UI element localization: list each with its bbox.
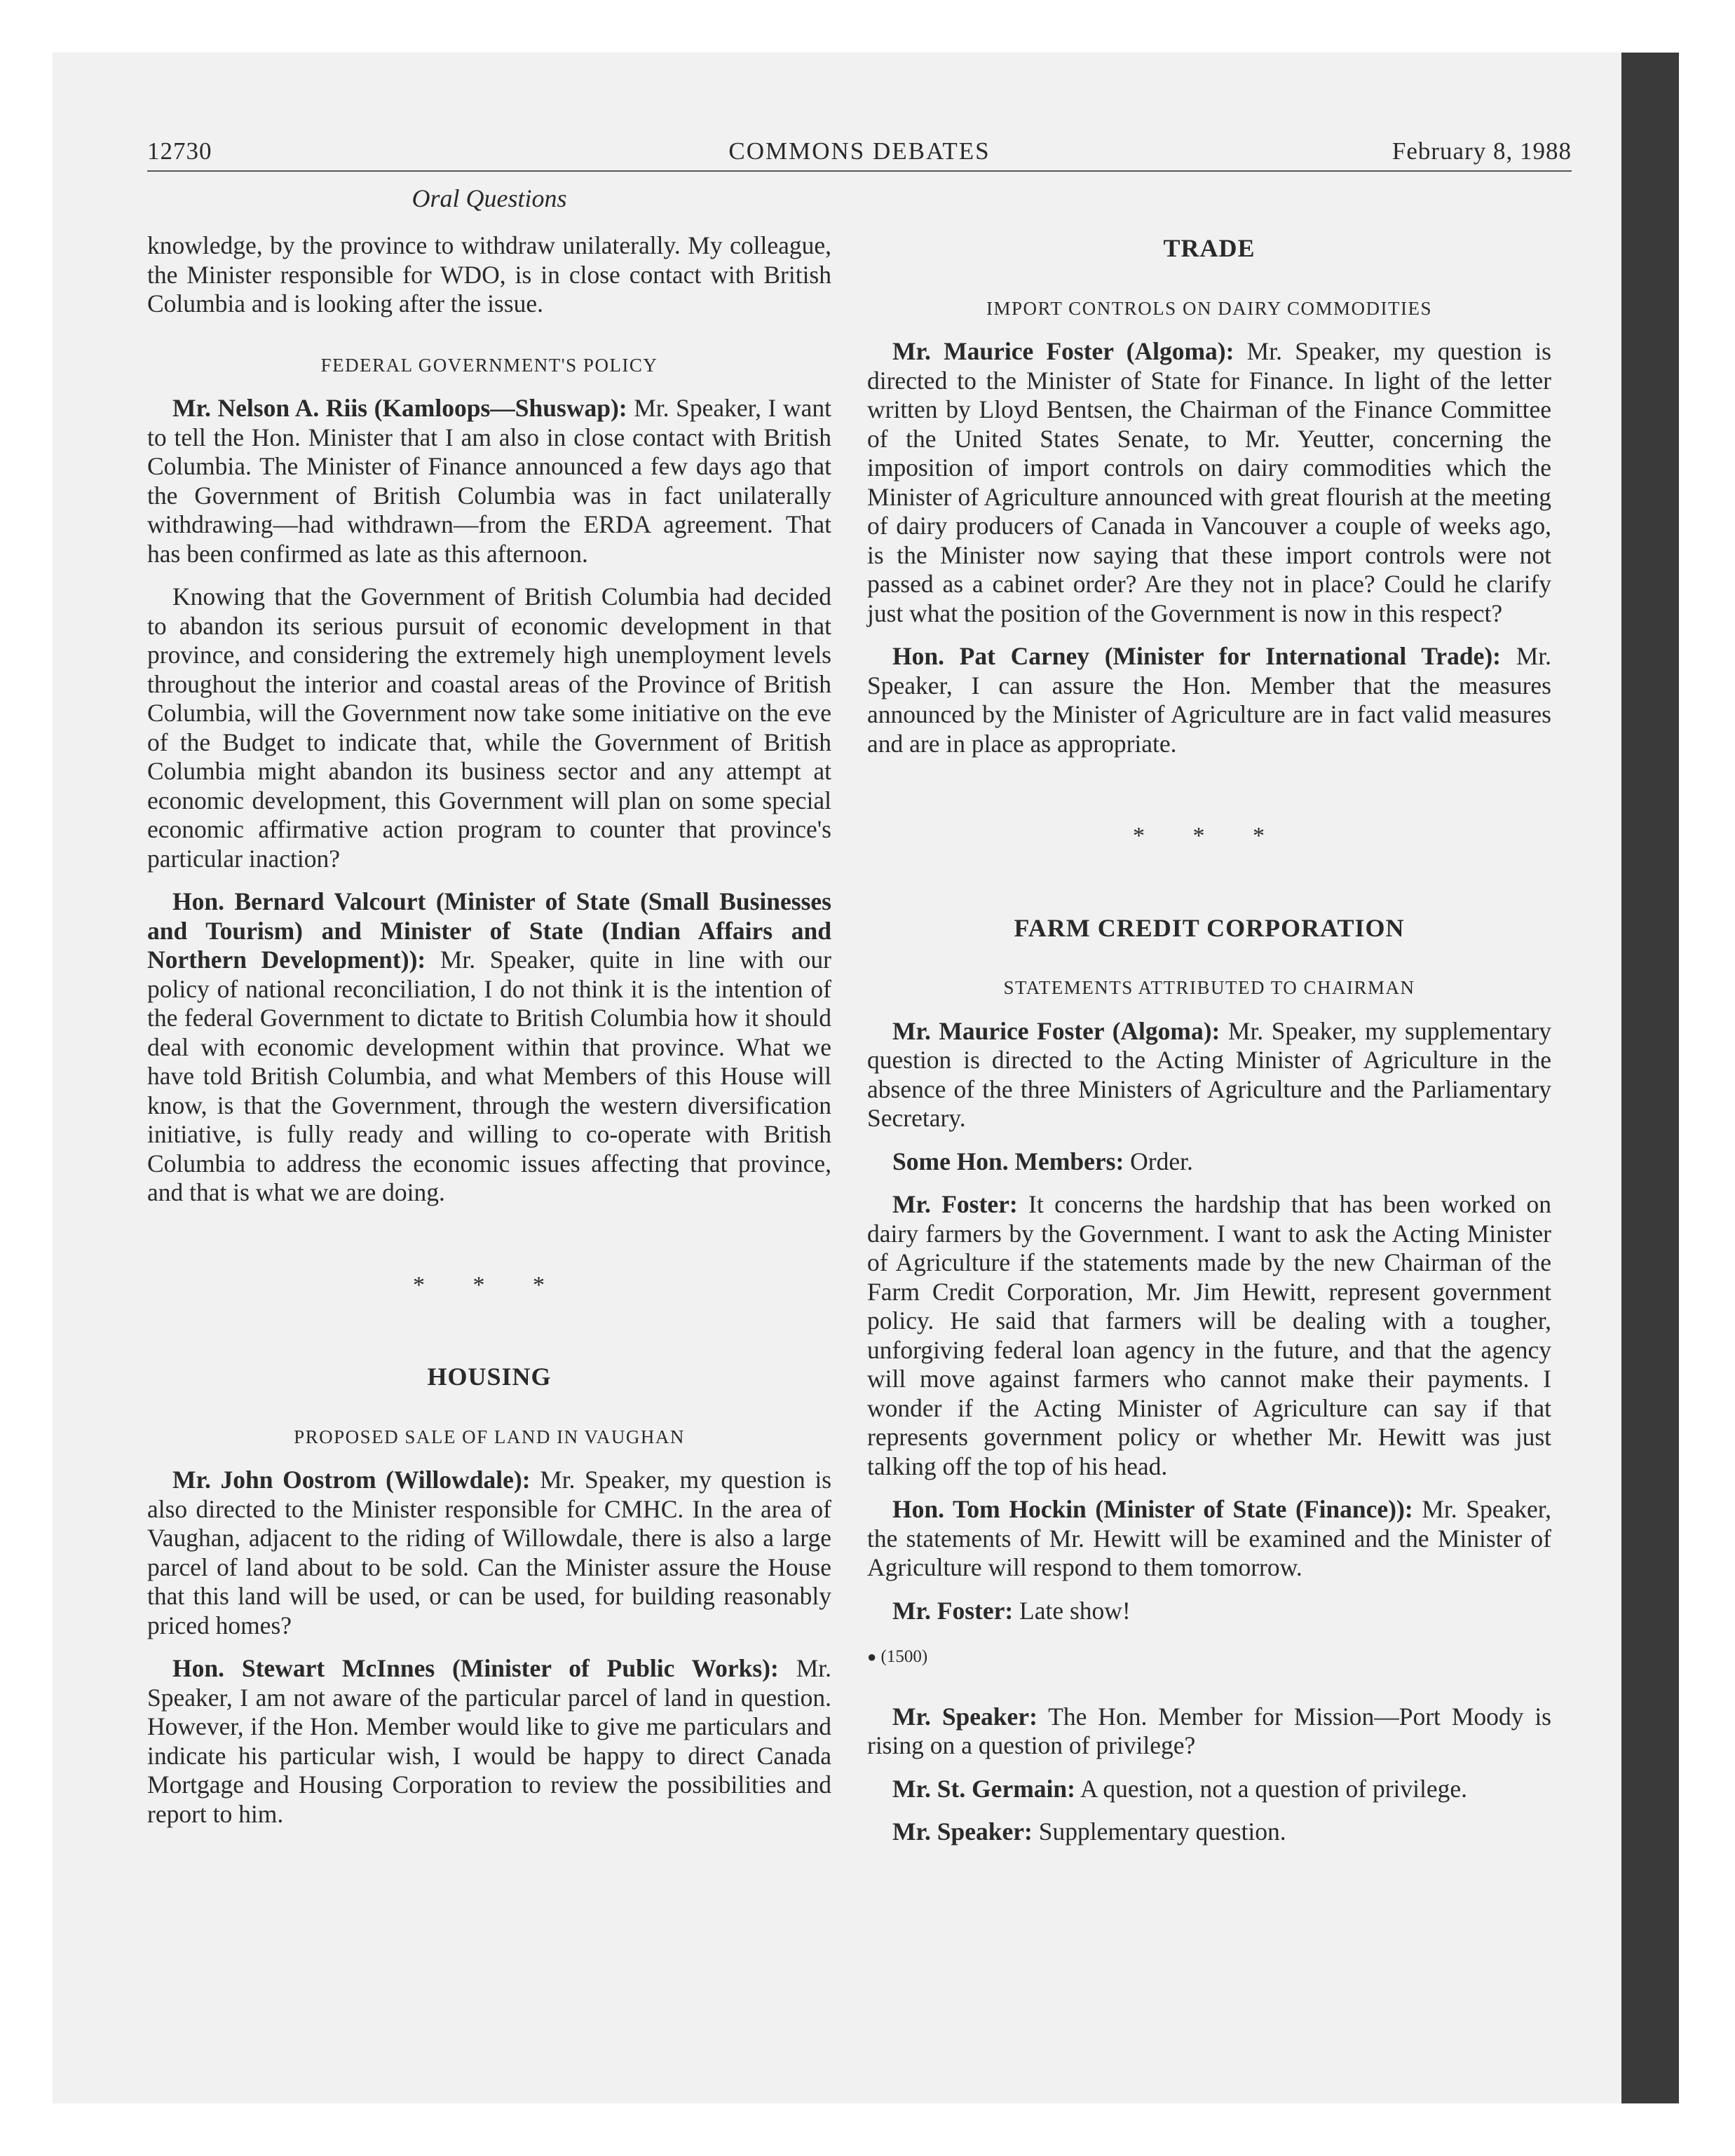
heading-housing: HOUSING bbox=[427, 1363, 552, 1391]
speaker-name: Hon. Stewart McInnes (Minister of Public Works): bbox=[172, 1654, 779, 1682]
speech-riis-continued: Knowing that the Government of British Columbia had decided to abandon its serious pursuit of economic development in that province, and considering the extremely high unemployment levels throughout the interior and coastal areas of the Province of British Columbia, will the Government now take some initiative on the eve of the Budget to indicate that, while the Government of British Columbia might abandon its business sector and any attempt at economic development, this Government will plan on some special economic affirmative action program to counter that province's particular inaction? bbox=[147, 582, 831, 873]
speech-text: Mr. Speaker, my supplementary question is directed to the Acting Minister of Agriculture in the absence of the three Ministers of Agriculture and the Parliamentary Secretary. bbox=[867, 1016, 1551, 1132]
speech-speaker-2 bbox=[867, 1817, 1551, 1847]
speaker-name: Mr. Maurice Foster (Algoma): bbox=[892, 337, 1234, 365]
time-stamp-text: (1500) bbox=[880, 1647, 928, 1666]
speech-text: Mr. Speaker, the statements of Mr. Hewitt will be examined and the Minister of Agriculture will respond to them tomorrow. bbox=[867, 1495, 1551, 1581]
continued-paragraph: knowledge, by the province to withdraw unilaterally. My colleague, the Minister responsible for WDO, is in close contact with British Columbia and is looking after the issue. bbox=[147, 231, 831, 318]
speaker-name: Mr. Foster: bbox=[892, 1596, 1014, 1625]
speech-speaker-1 bbox=[867, 1703, 1551, 1761]
speech-text: Mr. Speaker, my question is also directed to the Minister responsible for CMHC. In the area of Vaughan, adjacent to the riding of Willowdale, there is also a large parcel of land about to be sold. Can the Minister assure the House that this land will be used, or can be used, for building reasonably priced homes? bbox=[147, 1466, 832, 1639]
speech-text: Mr. Speaker, my question is directed to the Minister of State for Finance. In light of the letter written by Lloyd Bentsen, the Chairman of the Finance Committee of the United States Senate, to Mr. Yeutter, concerning the imposition of import controls on dairy commodities which the Minister of Agriculture announced with great flourish at the meeting of dairy producers of Canada in Vancouver a couple of weeks ago, is the Minister now saying that these import controls were not passed as a cabinet order? Are they not in place? Could he clarify just what the position of the Government is now in this respect? bbox=[867, 337, 1552, 627]
heading-trade: TRADE bbox=[1163, 234, 1256, 262]
speaker-name: Hon. Tom Hockin (Minister of State (Finance)): bbox=[892, 1495, 1413, 1523]
speech-text: It concerns the hardship that has been worked on dairy farmers by the Government. I want to ask the Acting Minister of Agriculture if the statements made by the new Chairman of the Farm Credit Corporation, Mr. Jim Hewitt, represent government policy. He said that farmers will be dealing with a tougher, unforgiving federal loan agency in the future, and that the agency will move against farmers who cannot make their payments. I wonder if the Acting Minister of Agriculture can say if that represents government policy or whether Mr. Hewitt was just talking off the top of his head. bbox=[867, 1190, 1551, 1480]
speech-text: Mr. Speaker, quite in line with our policy of national reconciliation, I do not think it is the intention of the federal Government to dictate to British Columbia how it should deal with economic development within that province. What we have told British Columbia, and what Members of this House will know, is that the Government, through the western diversification initiative, is fully ready and willing to co-operate with British Columbia to address the economic issues affecting that province, and that is what we are doing. bbox=[147, 946, 831, 1206]
section-separator: * * * bbox=[1133, 823, 1286, 849]
speaker-name: Mr. Foster: bbox=[892, 1190, 1018, 1218]
speech-text: Mr. Speaker, I can assure the Hon. Member that the measures announced by the Minister of Agriculture are in fact valid measures and are in place as appropriate. bbox=[867, 642, 1551, 758]
speech-text: Mr. Speaker, I am not aware of the particular parcel of land in question. However, if the Hon. Member would like to give me particulars and indicate his particular wish, I would be happy to direct Canada Mortgage and Housing Corporation to review the possibilities and report to him. bbox=[147, 1654, 831, 1828]
speech-text: The Hon. Member for Mission—Port Moody is rising on a question of privilege? bbox=[867, 1702, 1552, 1759]
speaker-name: Mr. Nelson A. Riis (Kamloops—Shuswap): bbox=[172, 394, 627, 422]
page-number: 12730 bbox=[147, 137, 212, 165]
subheading-dairy: IMPORT CONTROLS ON DAIRY COMMODITIES bbox=[986, 297, 1432, 319]
publication-title: COMMONS DEBATES bbox=[728, 137, 991, 165]
speaker-name: Mr. Speaker: bbox=[892, 1817, 1033, 1845]
subheading-vaughan: PROPOSED SALE OF LAND IN VAUGHAN bbox=[294, 1426, 685, 1447]
speaker-name: Hon. Bernard Valcourt (Minister of State (Small Businesses and Tourism) and Minister of State (Indian Affairs and Northern Development)): bbox=[147, 887, 831, 974]
speech-hockin bbox=[867, 1495, 1551, 1583]
page-header bbox=[147, 137, 1572, 170]
speech-st-germain bbox=[867, 1775, 1551, 1804]
subheading-federal-policy: FEDERAL GOVERNMENT'S POLICY bbox=[320, 354, 658, 376]
speech-carney bbox=[867, 642, 1551, 758]
speech-text: Supplementary question. bbox=[1032, 1817, 1286, 1845]
speech-oostrom bbox=[147, 1466, 831, 1640]
running-head: Oral Questions bbox=[411, 184, 567, 212]
speaker-name: Mr. Maurice Foster (Algoma): bbox=[892, 1016, 1220, 1045]
speech-riis bbox=[147, 394, 831, 568]
speech-foster-2 bbox=[867, 1017, 1551, 1133]
header-rule bbox=[147, 170, 1572, 172]
speech-foster-4 bbox=[867, 1597, 1551, 1626]
publication-date: February 8, 1988 bbox=[1392, 137, 1572, 165]
section-separator: * * * bbox=[413, 1271, 566, 1298]
subheading-statements: STATEMENTS ATTRIBUTED TO CHAIRMAN bbox=[1003, 977, 1415, 998]
speech-text: Mr. Speaker, I want to tell the Hon. Minister that I am also in close contact with British Columbia. The Minister of Finance announced a few days ago that the Government of British Columbia was in fact unilaterally withdrawing—had withdrawn—from the ERDA agreement. That has been confirmed as late as this afternoon. bbox=[147, 394, 831, 568]
speech-text: A question, not a question of privilege. bbox=[1075, 1774, 1468, 1803]
speech-foster-1 bbox=[867, 337, 1551, 628]
heading-farm-credit: FARM CREDIT CORPORATION bbox=[1014, 913, 1405, 942]
scan-edge-shadow bbox=[1621, 53, 1679, 2103]
speech-mcinnes bbox=[147, 1654, 831, 1829]
speech-text: Order. bbox=[1124, 1147, 1193, 1175]
speech-text: Late show! bbox=[1013, 1596, 1131, 1625]
speaker-name: Mr. John Oostrom (Willowdale): bbox=[172, 1466, 531, 1494]
left-column bbox=[147, 231, 831, 1843]
speaker-name: Mr. Speaker: bbox=[892, 1702, 1037, 1731]
bullet-icon: ● bbox=[867, 1648, 877, 1665]
time-stamp bbox=[867, 1642, 1551, 1672]
speech-foster-3 bbox=[867, 1190, 1551, 1481]
speaker-name: Mr. St. Germain: bbox=[892, 1774, 1075, 1803]
speech-some-members bbox=[867, 1147, 1551, 1177]
speaker-name: Some Hon. Members: bbox=[892, 1147, 1124, 1175]
right-column bbox=[867, 231, 1551, 1861]
speech-valcourt bbox=[147, 887, 831, 1208]
speaker-name: Hon. Pat Carney (Minister for International Trade): bbox=[892, 642, 1501, 670]
